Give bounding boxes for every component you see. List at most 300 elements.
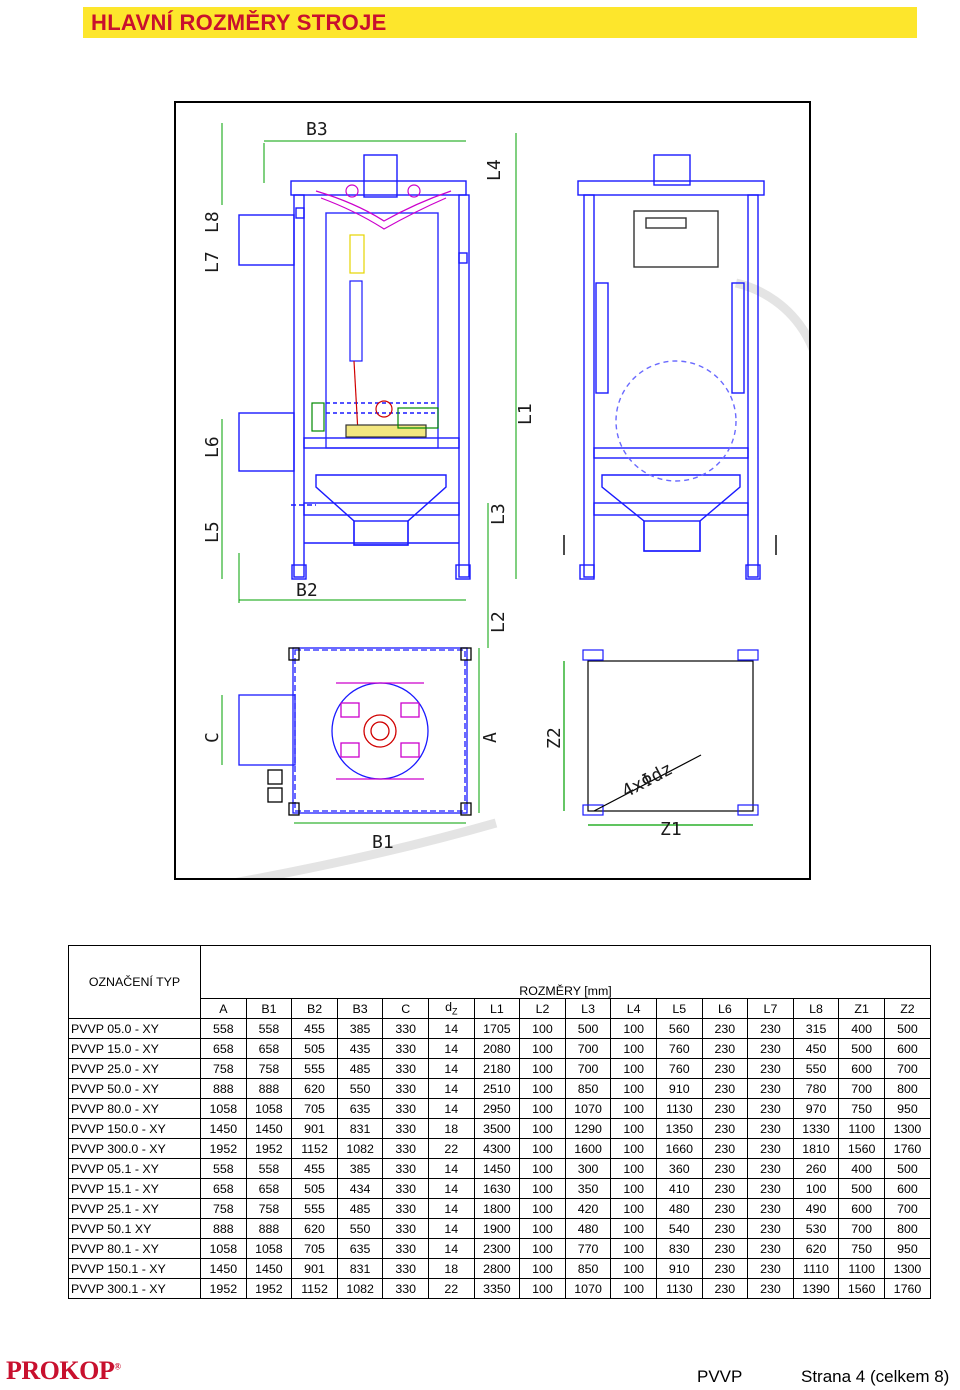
document-name: PVVP (697, 1367, 743, 1386)
table-row (69, 1059, 931, 1079)
column-header-c: C (383, 999, 429, 1019)
value-cell-z2: 500 (884, 1019, 930, 1039)
table-row (69, 1019, 931, 1039)
value-cell-z2: 700 (884, 1059, 930, 1079)
label-c: C (202, 732, 223, 743)
value-cell-l4: 100 (611, 1219, 657, 1239)
value-cell-l7: 230 (748, 1039, 794, 1059)
value-cell-l6: 230 (702, 1259, 748, 1279)
value-cell-l3: 1070 (565, 1279, 611, 1299)
page-header-bar (83, 7, 917, 38)
value-cell-z1: 600 (839, 1059, 885, 1079)
table-row (69, 1159, 931, 1179)
value-cell-l5: 1130 (656, 1099, 702, 1119)
label-z1: Z1 (660, 819, 682, 840)
value-cell-l1: 2950 (474, 1099, 520, 1119)
value-cell-l1: 1800 (474, 1199, 520, 1219)
value-cell-l6: 230 (702, 1159, 748, 1179)
label-a: A (480, 732, 501, 743)
value-cell-l6: 230 (702, 1019, 748, 1039)
prokop-logo (6, 1356, 120, 1386)
value-cell-l4: 100 (611, 1259, 657, 1279)
value-cell-z2: 800 (884, 1079, 930, 1099)
value-cell-l6: 230 (702, 1039, 748, 1059)
value-cell-a: 658 (201, 1179, 247, 1199)
value-cell-l6: 230 (702, 1059, 748, 1079)
value-cell-l6: 230 (702, 1179, 748, 1199)
label-l5: L5 (202, 521, 223, 543)
value-cell-l6: 230 (702, 1219, 748, 1239)
type-name-cell: PVVP 05.1 - XY (69, 1159, 201, 1179)
type-name-cell: PVVP 300.0 - XY (69, 1139, 201, 1159)
table-row (69, 1119, 931, 1139)
value-cell-l7: 230 (748, 1099, 794, 1119)
value-cell-dz: 18 (429, 1259, 475, 1279)
column-header-l4: L4 (611, 999, 657, 1019)
value-cell-l8: 100 (793, 1179, 839, 1199)
table-row (69, 1279, 931, 1299)
value-cell-z2: 500 (884, 1159, 930, 1179)
value-cell-b3: 550 (337, 1079, 383, 1099)
footprint-labels (544, 727, 682, 840)
value-cell-b1: 1952 (246, 1139, 292, 1159)
value-cell-l3: 770 (565, 1239, 611, 1259)
value-cell-l1: 2510 (474, 1079, 520, 1099)
value-cell-c: 330 (383, 1119, 429, 1139)
value-cell-z1: 400 (839, 1019, 885, 1039)
value-cell-l7: 230 (748, 1139, 794, 1159)
value-cell-l2: 100 (520, 1179, 566, 1199)
value-cell-dz: 22 (429, 1279, 475, 1299)
top-dimensions (222, 648, 479, 823)
value-cell-b2: 455 (292, 1019, 338, 1039)
value-cell-b2: 620 (292, 1219, 338, 1239)
value-cell-z1: 750 (839, 1099, 885, 1119)
value-cell-b2: 705 (292, 1239, 338, 1259)
table-row (69, 1099, 931, 1119)
value-cell-c: 330 (383, 1199, 429, 1219)
value-cell-l3: 1070 (565, 1099, 611, 1119)
value-cell-z2: 1760 (884, 1139, 930, 1159)
value-cell-l3: 480 (565, 1219, 611, 1239)
label-b2: B2 (296, 580, 318, 601)
value-cell-z1: 1100 (839, 1259, 885, 1279)
value-cell-l6: 230 (702, 1199, 748, 1219)
value-cell-l6: 230 (702, 1239, 748, 1259)
label-hole-dia: 4xΦdz (618, 758, 677, 803)
value-cell-dz: 14 (429, 1239, 475, 1259)
value-cell-c: 330 (383, 1099, 429, 1119)
value-cell-b1: 1450 (246, 1119, 292, 1139)
value-cell-b2: 505 (292, 1179, 338, 1199)
label-l8: L8 (202, 211, 223, 233)
value-cell-z2: 1300 (884, 1119, 930, 1139)
value-cell-l7: 230 (748, 1119, 794, 1139)
value-cell-z1: 1560 (839, 1139, 885, 1159)
value-cell-l5: 760 (656, 1059, 702, 1079)
value-cell-l4: 100 (611, 1079, 657, 1099)
table-row (69, 1239, 931, 1259)
value-cell-c: 330 (383, 1179, 429, 1199)
value-cell-l6: 230 (702, 1099, 748, 1119)
type-name-cell: PVVP 150.1 - XY (69, 1259, 201, 1279)
column-header-a: A (201, 999, 247, 1019)
column-header-l3: L3 (565, 999, 611, 1019)
label-l6: L6 (202, 436, 223, 458)
value-cell-l3: 300 (565, 1159, 611, 1179)
table-row (69, 1079, 931, 1099)
column-header-dz: $d_Z$ (429, 999, 475, 1019)
value-cell-b2: 505 (292, 1039, 338, 1059)
value-cell-l2: 100 (520, 1259, 566, 1279)
value-cell-l1: 2180 (474, 1059, 520, 1079)
value-cell-l8: 490 (793, 1199, 839, 1219)
value-cell-l8: 1390 (793, 1279, 839, 1299)
value-cell-b2: 455 (292, 1159, 338, 1179)
value-cell-l3: 420 (565, 1199, 611, 1219)
type-column-header: OZNAČENÍ TYP (69, 946, 201, 1019)
value-cell-c: 330 (383, 1139, 429, 1159)
front-view-detail (312, 185, 451, 437)
label-l3: L3 (488, 503, 509, 525)
value-cell-a: 558 (201, 1019, 247, 1039)
column-header-b3: B3 (337, 999, 383, 1019)
value-cell-l5: 360 (656, 1159, 702, 1179)
value-cell-l2: 100 (520, 1279, 566, 1299)
value-cell-l8: 1330 (793, 1119, 839, 1139)
value-cell-l1: 1900 (474, 1219, 520, 1239)
value-cell-l8: 1110 (793, 1259, 839, 1279)
front-dimension-labels (202, 119, 536, 633)
value-cell-z2: 800 (884, 1219, 930, 1239)
value-cell-b1: 758 (246, 1199, 292, 1219)
value-cell-b1: 888 (246, 1219, 292, 1239)
value-cell-dz: 14 (429, 1159, 475, 1179)
value-cell-l5: 1130 (656, 1279, 702, 1299)
value-cell-b3: 635 (337, 1099, 383, 1119)
value-cell-b3: 385 (337, 1019, 383, 1039)
value-cell-b2: 901 (292, 1259, 338, 1279)
table-row (69, 1039, 931, 1059)
value-cell-b3: 831 (337, 1119, 383, 1139)
column-header-l6: L6 (702, 999, 748, 1019)
value-cell-l7: 230 (748, 1079, 794, 1099)
value-cell-l2: 100 (520, 1059, 566, 1079)
value-cell-l1: 1705 (474, 1019, 520, 1039)
value-cell-b3: 831 (337, 1259, 383, 1279)
type-name-cell: PVVP 300.1 - XY (69, 1279, 201, 1299)
value-cell-l2: 100 (520, 1159, 566, 1179)
value-cell-b1: 1450 (246, 1259, 292, 1279)
value-cell-l8: 970 (793, 1099, 839, 1119)
label-b3: B3 (306, 119, 328, 140)
value-cell-l6: 230 (702, 1279, 748, 1299)
value-cell-a: 888 (201, 1079, 247, 1099)
type-name-cell: PVVP 50.0 - XY (69, 1079, 201, 1099)
value-cell-l6: 230 (702, 1139, 748, 1159)
value-cell-z1: 700 (839, 1219, 885, 1239)
value-cell-l8: 780 (793, 1079, 839, 1099)
value-cell-l2: 100 (520, 1019, 566, 1039)
value-cell-l3: 1600 (565, 1139, 611, 1159)
value-cell-l5: 910 (656, 1259, 702, 1279)
value-cell-l8: 315 (793, 1019, 839, 1039)
type-name-cell: PVVP 80.1 - XY (69, 1239, 201, 1259)
table-row (69, 1199, 931, 1219)
value-cell-b1: 658 (246, 1039, 292, 1059)
value-cell-a: 1450 (201, 1119, 247, 1139)
value-cell-l2: 100 (520, 1039, 566, 1059)
value-cell-a: 1952 (201, 1279, 247, 1299)
value-cell-l8: 550 (793, 1059, 839, 1079)
dimensions-table (68, 945, 931, 1299)
value-cell-l7: 230 (748, 1259, 794, 1279)
value-cell-dz: 14 (429, 1099, 475, 1119)
value-cell-b1: 1058 (246, 1099, 292, 1119)
value-cell-z1: 1100 (839, 1119, 885, 1139)
value-cell-l1: 2300 (474, 1239, 520, 1259)
value-cell-l3: 1290 (565, 1119, 611, 1139)
label-b1: B1 (372, 832, 394, 853)
column-header-l1: L1 (474, 999, 520, 1019)
value-cell-l2: 100 (520, 1079, 566, 1099)
value-cell-z1: 750 (839, 1239, 885, 1259)
dimensions-group-header: ROZMĚRY [mm] (201, 946, 931, 999)
value-cell-b2: 901 (292, 1119, 338, 1139)
column-header-l2: L2 (520, 999, 566, 1019)
type-name-cell: PVVP 80.0 - XY (69, 1099, 201, 1119)
value-cell-l6: 230 (702, 1119, 748, 1139)
value-cell-b1: 558 (246, 1159, 292, 1179)
value-cell-l7: 230 (748, 1019, 794, 1039)
value-cell-l7: 230 (748, 1179, 794, 1199)
value-cell-l4: 100 (611, 1239, 657, 1259)
value-cell-b1: 888 (246, 1079, 292, 1099)
value-cell-l2: 100 (520, 1219, 566, 1239)
type-name-cell: PVVP 15.1 - XY (69, 1179, 201, 1199)
value-cell-l8: 530 (793, 1219, 839, 1239)
value-cell-l1: 3500 (474, 1119, 520, 1139)
value-cell-b2: 555 (292, 1199, 338, 1219)
value-cell-a: 758 (201, 1059, 247, 1079)
value-cell-l4: 100 (611, 1179, 657, 1199)
value-cell-z1: 1560 (839, 1279, 885, 1299)
value-cell-l4: 100 (611, 1139, 657, 1159)
value-cell-b1: 1952 (246, 1279, 292, 1299)
value-cell-z1: 700 (839, 1079, 885, 1099)
value-cell-b3: 434 (337, 1179, 383, 1199)
value-cell-l3: 700 (565, 1059, 611, 1079)
value-cell-l3: 850 (565, 1259, 611, 1279)
footprint-view (564, 650, 758, 825)
value-cell-z2: 600 (884, 1039, 930, 1059)
value-cell-l8: 260 (793, 1159, 839, 1179)
value-cell-l5: 540 (656, 1219, 702, 1239)
value-cell-c: 330 (383, 1279, 429, 1299)
column-header-z1: Z1 (839, 999, 885, 1019)
type-name-cell: PVVP 25.0 - XY (69, 1059, 201, 1079)
value-cell-dz: 14 (429, 1179, 475, 1199)
value-cell-a: 758 (201, 1199, 247, 1219)
value-cell-c: 330 (383, 1019, 429, 1039)
value-cell-c: 330 (383, 1259, 429, 1279)
value-cell-l5: 410 (656, 1179, 702, 1199)
column-header-z2: Z2 (884, 999, 930, 1019)
value-cell-dz: 14 (429, 1059, 475, 1079)
label-l7: L7 (202, 251, 223, 273)
value-cell-l4: 100 (611, 1279, 657, 1299)
value-cell-l1: 3350 (474, 1279, 520, 1299)
page-title: HLAVNÍ ROZMĚRY STROJE (91, 10, 387, 35)
value-cell-c: 330 (383, 1239, 429, 1259)
value-cell-b2: 620 (292, 1079, 338, 1099)
label-z2: Z2 (544, 727, 565, 749)
value-cell-b1: 1058 (246, 1239, 292, 1259)
value-cell-l3: 500 (565, 1019, 611, 1039)
value-cell-a: 888 (201, 1219, 247, 1239)
value-cell-c: 330 (383, 1039, 429, 1059)
value-cell-l7: 230 (748, 1199, 794, 1219)
value-cell-l5: 1350 (656, 1119, 702, 1139)
value-cell-c: 330 (383, 1159, 429, 1179)
value-cell-b3: 1082 (337, 1279, 383, 1299)
value-cell-b3: 435 (337, 1039, 383, 1059)
value-cell-l2: 100 (520, 1119, 566, 1139)
value-cell-l4: 100 (611, 1159, 657, 1179)
value-cell-z1: 400 (839, 1159, 885, 1179)
value-cell-dz: 22 (429, 1139, 475, 1159)
label-l2: L2 (488, 611, 509, 633)
value-cell-dz: 14 (429, 1039, 475, 1059)
table-row (69, 1259, 931, 1279)
watermark (176, 283, 809, 878)
value-cell-l3: 700 (565, 1039, 611, 1059)
value-cell-b1: 658 (246, 1179, 292, 1199)
value-cell-l2: 100 (520, 1139, 566, 1159)
value-cell-l1: 2080 (474, 1039, 520, 1059)
value-cell-l2: 100 (520, 1099, 566, 1119)
value-cell-l5: 760 (656, 1039, 702, 1059)
value-cell-z1: 500 (839, 1179, 885, 1199)
value-cell-l8: 620 (793, 1239, 839, 1259)
value-cell-z2: 950 (884, 1099, 930, 1119)
value-cell-dz: 18 (429, 1119, 475, 1139)
value-cell-c: 330 (383, 1219, 429, 1239)
technical-drawing (174, 101, 811, 880)
type-name-cell: PVVP 25.1 - XY (69, 1199, 201, 1219)
value-cell-a: 1952 (201, 1139, 247, 1159)
value-cell-dz: 14 (429, 1199, 475, 1219)
registered-mark: ® (114, 1361, 121, 1372)
column-header-l7: L7 (748, 999, 794, 1019)
value-cell-b3: 385 (337, 1159, 383, 1179)
value-cell-c: 330 (383, 1059, 429, 1079)
value-cell-l1: 1630 (474, 1179, 520, 1199)
type-name-cell: PVVP 50.1 XY (69, 1219, 201, 1239)
value-cell-a: 658 (201, 1039, 247, 1059)
drawing-svg (176, 103, 809, 878)
type-name-cell: PVVP 15.0 - XY (69, 1039, 201, 1059)
value-cell-z2: 600 (884, 1179, 930, 1199)
page-number: Strana 4 (celkem 8) (801, 1367, 950, 1386)
value-cell-l5: 480 (656, 1199, 702, 1219)
value-cell-l5: 910 (656, 1079, 702, 1099)
value-cell-l7: 230 (748, 1159, 794, 1179)
value-cell-l4: 100 (611, 1119, 657, 1139)
value-cell-a: 1450 (201, 1259, 247, 1279)
value-cell-l8: 450 (793, 1039, 839, 1059)
value-cell-l4: 100 (611, 1199, 657, 1219)
column-header-b2: B2 (292, 999, 338, 1019)
value-cell-z1: 500 (839, 1039, 885, 1059)
value-cell-a: 1058 (201, 1239, 247, 1259)
value-cell-z2: 950 (884, 1239, 930, 1259)
label-l1: L1 (515, 403, 536, 425)
table-row (69, 1179, 931, 1199)
value-cell-b1: 758 (246, 1059, 292, 1079)
top-view (239, 648, 471, 815)
value-cell-z2: 1300 (884, 1259, 930, 1279)
column-header-l5: L5 (656, 999, 702, 1019)
value-cell-l4: 100 (611, 1059, 657, 1079)
value-cell-l7: 230 (748, 1279, 794, 1299)
value-cell-b2: 705 (292, 1099, 338, 1119)
value-cell-b2: 555 (292, 1059, 338, 1079)
value-cell-l2: 100 (520, 1239, 566, 1259)
value-cell-l7: 230 (748, 1059, 794, 1079)
value-cell-b3: 550 (337, 1219, 383, 1239)
side-view (564, 155, 776, 579)
value-cell-l5: 1660 (656, 1139, 702, 1159)
dimensions-table-wrap (68, 945, 931, 1299)
column-header-l8: L8 (793, 999, 839, 1019)
value-cell-l3: 350 (565, 1179, 611, 1199)
front-dimensions (222, 123, 516, 648)
value-cell-z1: 600 (839, 1199, 885, 1219)
value-cell-l2: 100 (520, 1199, 566, 1219)
value-cell-b2: 1152 (292, 1139, 338, 1159)
value-cell-l4: 100 (611, 1039, 657, 1059)
value-cell-l5: 830 (656, 1239, 702, 1259)
value-cell-a: 558 (201, 1159, 247, 1179)
type-name-cell: PVVP 150.0 - XY (69, 1119, 201, 1139)
logo-text: PROKOP (6, 1356, 115, 1385)
value-cell-l7: 230 (748, 1239, 794, 1259)
table-body (69, 1019, 931, 1299)
value-cell-dz: 14 (429, 1019, 475, 1039)
value-cell-c: 330 (383, 1079, 429, 1099)
value-cell-l4: 100 (611, 1019, 657, 1039)
value-cell-z2: 700 (884, 1199, 930, 1219)
value-cell-l5: 560 (656, 1019, 702, 1039)
value-cell-l1: 4300 (474, 1139, 520, 1159)
column-header-b1: B1 (246, 999, 292, 1019)
value-cell-l7: 230 (748, 1219, 794, 1239)
value-cell-l4: 100 (611, 1099, 657, 1119)
value-cell-dz: 14 (429, 1079, 475, 1099)
value-cell-b2: 1152 (292, 1279, 338, 1299)
value-cell-l1: 2800 (474, 1259, 520, 1279)
value-cell-l8: 1810 (793, 1139, 839, 1159)
table-row (69, 1139, 931, 1159)
value-cell-b3: 635 (337, 1239, 383, 1259)
value-cell-dz: 14 (429, 1219, 475, 1239)
value-cell-b3: 485 (337, 1199, 383, 1219)
value-cell-b1: 558 (246, 1019, 292, 1039)
label-l4: L4 (484, 159, 505, 181)
value-cell-l6: 230 (702, 1079, 748, 1099)
value-cell-b3: 1082 (337, 1139, 383, 1159)
